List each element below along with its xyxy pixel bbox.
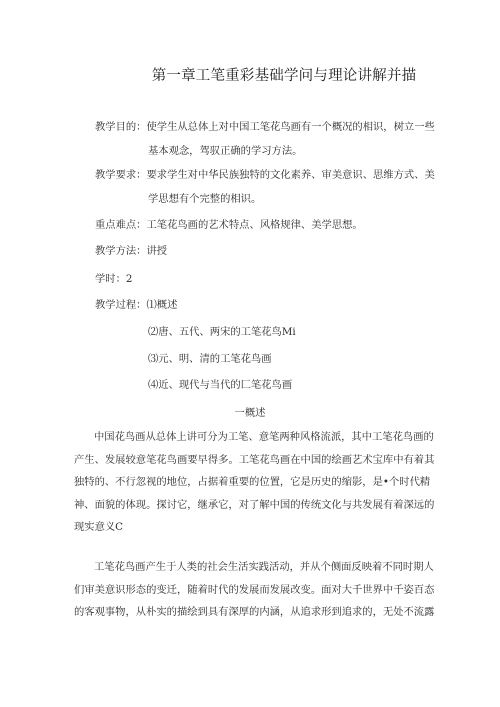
objective-line-1: 教学目的：使学生从总体上对中国工笔花鸟画有一个概况的相识，树立一些 bbox=[95, 121, 435, 133]
objective-line-2: 基本观念，驾驭正确的学习方法。 bbox=[148, 145, 303, 157]
process-item-4: ⑷近、现代与当代的匚笔花鸟画 bbox=[148, 379, 293, 391]
paragraph-2-line: 的客观事物，从朴实的描绘到具有深厚的内涵，从追求形到追求的，无处不流露 bbox=[74, 606, 435, 618]
process-item-1: 教学过程：⑴概述 bbox=[95, 299, 178, 311]
paragraph-1-line: 独特的、不行忽视的地位，占据着重要的位置，它是历史的缩影，是•个时代精 bbox=[74, 476, 431, 488]
paragraph-1-line: 中国花鸟画从总体上讲可分为工笔、意笔两种风格流派，其中工笔花鸟画的 bbox=[94, 431, 434, 443]
process-item-2: ⑵唐、五代、两宋的工笔花鸟Mi bbox=[148, 326, 296, 338]
teaching-method: 教学方法：讲授 bbox=[95, 245, 168, 257]
paragraph-1-line: 现实意义C bbox=[74, 521, 124, 533]
teaching-hours: 学时：2 bbox=[95, 273, 133, 285]
paragraph-2-line: 们审美意识形态的变迁，随着时代的发展而发展改变。面对大千世界中千姿百态 bbox=[74, 583, 435, 596]
paragraph-2-line: 工笔花鸟画产生于人类的社会生活实践活动，并从个侧面反映着不同时期人 bbox=[94, 561, 434, 573]
paragraph-1-line: 神、面貌的体现。探讨它，继承它，对了解中国的传统文化与共发展有着深远的 bbox=[74, 498, 435, 511]
key-points: 重点难点：工笔花鸟画的艺术特点、风格规律、美学思想。 bbox=[95, 219, 363, 231]
paragraph-1-line: 产生、发展较意笔花鸟画要早得多。工笔花鸟画在中国的绘画艺术宝库中有着其 bbox=[74, 453, 435, 466]
paragraph-1 bbox=[74, 426, 434, 539]
requirement-line-2: 学思想有个完整的相识。 bbox=[148, 193, 262, 205]
requirement-line-1: 教学要求：要求学生对中华民族独特的文化素养、审美意识、思维方式、美 bbox=[95, 169, 435, 181]
section-title: 一概述 bbox=[234, 407, 266, 419]
page-title: 第一章工笔重彩基础学问与理论讲解并描 bbox=[151, 68, 417, 84]
process-item-3: ⑶元、明、清的工笔花鸟画 bbox=[148, 353, 272, 365]
paragraph-2 bbox=[74, 556, 434, 624]
